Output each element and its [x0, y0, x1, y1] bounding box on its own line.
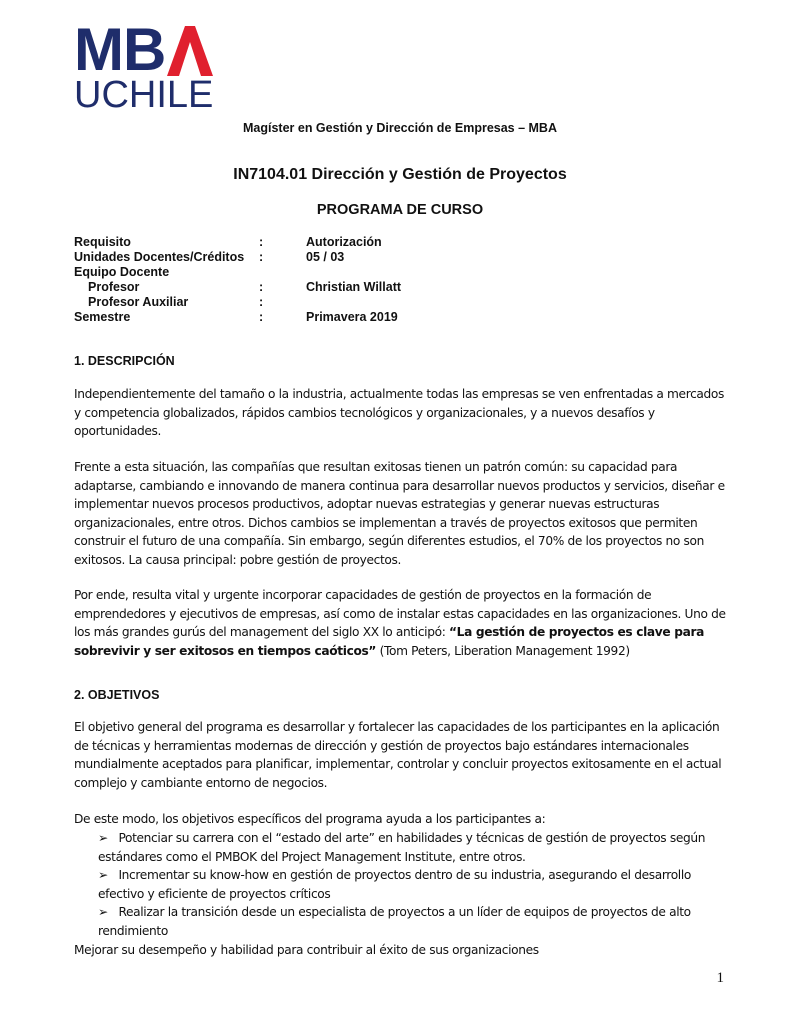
page-number: 1: [716, 970, 724, 986]
info-label: Profesor: [88, 280, 140, 294]
arrow-bullet-icon: ➢: [98, 831, 119, 845]
paragraph: Mejorar su desempeño y habilidad para contribuir al éxito de sus organizaciones: [74, 943, 539, 957]
program-title: PROGRAMA DE CURSO: [316, 202, 484, 218]
objectives-list: [74, 829, 734, 940]
list-item: [74, 903, 734, 940]
program-subtitle: Magíster en Gestión y Dirección de Empresas – MBA: [243, 121, 557, 135]
section-heading-descripcion: 1. DESCRIPCIÓN: [74, 354, 175, 368]
paragraph: Frente a esta situación, las compañías que resultan exitosas tienen un patrón común: su capacidad para adaptarse, cambiando e innovando de manera continua para desarrollar nuevos productos y servicios, diseñar e implementar nuevos procesos productivos, adoptar nuevas estrategias y generar nuevas estructuras organizacionales, entre otros. Dichos cambios se implementan a través de proyectos exitosos que permiten construir el futuro de una compañía. Sin embargo, según diferentes estudios, el 70% de los proyectos no son exitosos. La causa principal: pobre gestión de proyectos.: [74, 460, 725, 567]
info-label: Requisito: [74, 235, 131, 249]
logo-uchile-text: UCHILE: [74, 74, 214, 116]
paragraph: De este modo, los objetivos específicos del programa ayuda a los participantes a:: [74, 812, 546, 826]
list-item-text: Potenciar su carrera con el “estado del arte” en habilidades y técnicas de gestión de proyectos según estándares como el PMBOK del Project Management Institute, entre otros.: [98, 831, 706, 864]
arrow-bullet-icon: ➢: [98, 905, 119, 919]
info-value: Autorización: [306, 235, 382, 249]
list-item: [74, 866, 734, 903]
info-colon: :: [259, 280, 264, 294]
info-value: 05 / 03: [306, 250, 345, 264]
arrow-bullet-icon: ➢: [98, 868, 119, 882]
quote-text: “La gestión de proyectos es clave para sobrevivir y ser exitosos en tiempos caóticos”: [74, 625, 704, 658]
logo-mba-text: MB: [74, 24, 213, 76]
list-item-text: Incrementar su know-how en gestión de proyectos dentro de su industria, asegurando el desarrollo efectivo y eficiente de proyectos críticos: [98, 868, 691, 901]
info-label: Semestre: [74, 310, 131, 324]
info-label: Profesor Auxiliar: [88, 295, 189, 309]
paragraph-quote: [74, 586, 734, 660]
paragraph-text: Por ende, resulta vital y urgente incorporar capacidades de gestión de proyectos en la formación de emprendedores y ejecutivos de empresas, así como de instalar estas capacidades en las organizaciones. Uno de los más grandes gurús del management del siglo XX lo anticipó:: [74, 588, 726, 639]
mba-uchile-logo: [74, 16, 214, 116]
course-title: IN7104.01 Dirección y Gestión de Proyectos: [233, 166, 567, 183]
list-item: [74, 829, 734, 866]
info-colon: :: [259, 310, 264, 324]
info-value: Primavera 2019: [306, 310, 398, 324]
logo-a-mark: [167, 26, 213, 76]
info-value: Christian Willatt: [306, 280, 402, 294]
quote-citation: (Tom Peters, Liberation Management 1992): [376, 643, 630, 658]
info-colon: :: [259, 250, 264, 264]
paragraph: Independientemente del tamaño o la industria, actualmente todas las empresas se ven enfrentadas a mercados y competencia globalizados, rápidos cambios tecnológicos y organizacionales, y a nuevos desafíos y oportunidades.: [74, 387, 725, 438]
paragraph: El objetivo general del programa es desarrollar y fortalecer las capacidades de los participantes en la aplicación de técnicas y herramientas modernas de dirección y gestión de proyectos bajo estándares internacionales mundialmente aceptados para planificar, implementar, controlar y concluir proyectos exitosamente en el actual complejo y cambiante entorno de negocios.: [74, 720, 722, 790]
list-item-text: Realizar la transición desde un especialista de proyectos a un líder de equipos de proyectos de alto rendimiento: [98, 905, 691, 938]
info-label: Equipo Docente: [74, 265, 170, 279]
section-heading-objetivos: 2. OBJETIVOS: [74, 688, 160, 702]
info-label: Unidades Docentes/Créditos: [74, 250, 245, 264]
info-colon: :: [259, 235, 264, 249]
info-colon: :: [259, 295, 264, 309]
